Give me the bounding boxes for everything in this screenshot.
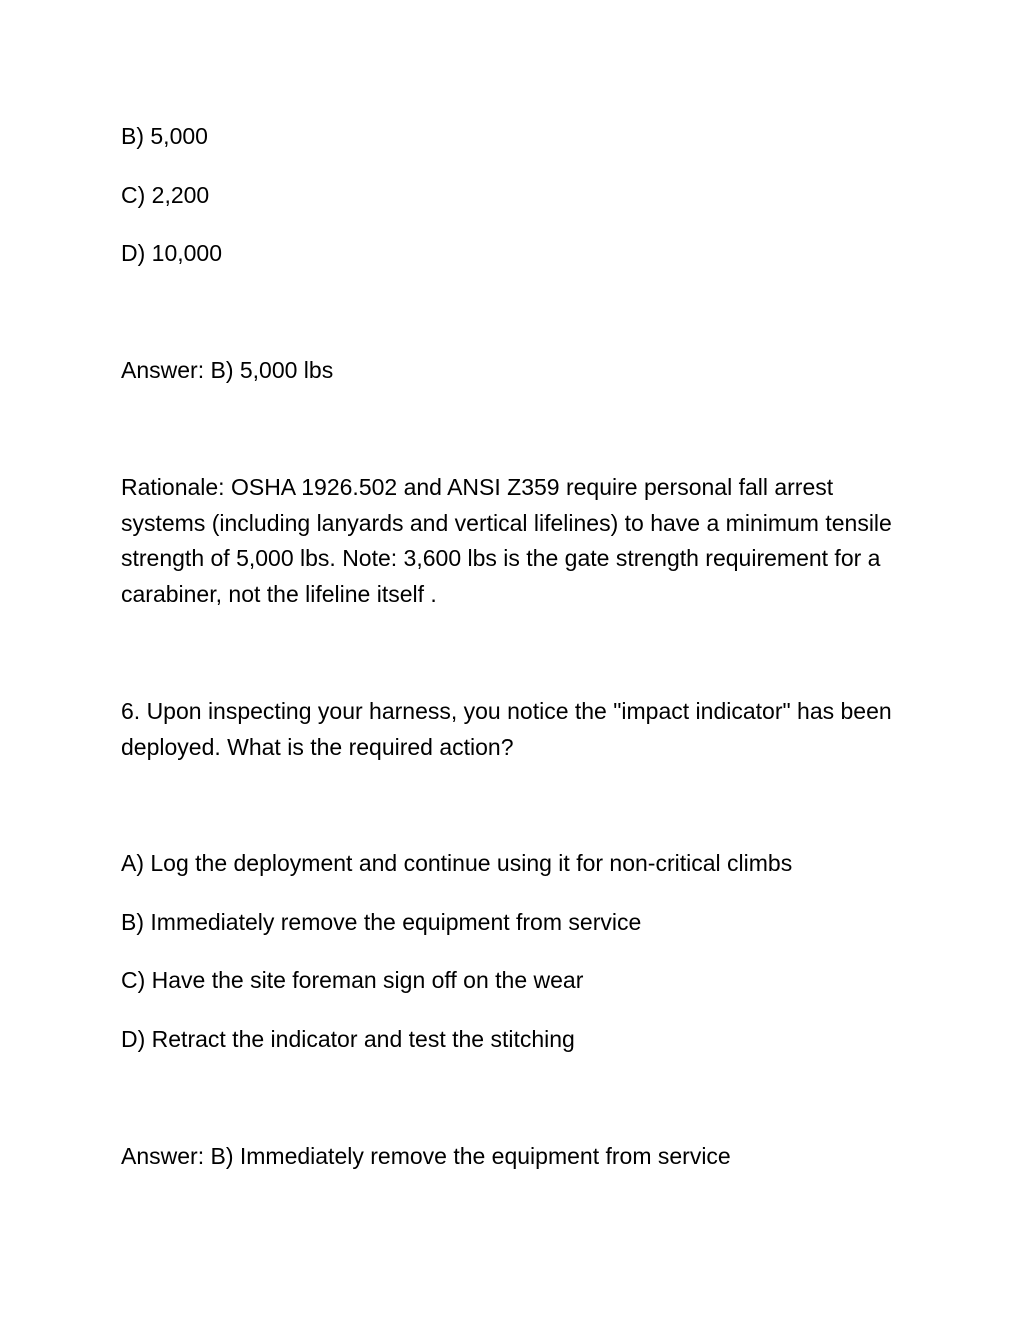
q6-prompt: 6. Upon inspecting your harness, you notice the "impact indicator" has been deployed. What is the required action? <box>121 698 892 760</box>
q6-option-a: A) Log the deployment and continue using it for non-critical climbs <box>121 850 793 876</box>
q5-option-d: D) 10,000 <box>121 240 223 266</box>
q5-option-c: C) 2,200 <box>121 182 210 208</box>
q5-answer: Answer: B) 5,000 lbs <box>121 357 334 383</box>
q6-answer: Answer: B) Immediately remove the equipment from service <box>121 1143 731 1169</box>
q6-option-b: B) Immediately remove the equipment from service <box>121 909 642 935</box>
q5-option-b: B) 5,000 <box>121 123 208 149</box>
q6-option-c: C) Have the site foreman sign off on the wear <box>121 967 584 993</box>
q6-option-d: D) Retract the indicator and test the stitching <box>121 1026 575 1052</box>
q5-rationale: Rationale: OSHA 1926.502 and ANSI Z359 require personal fall arrest systems (including lanyards and vertical lifelines) to have a minimum tensile strength of 5,000 lbs. Note: 3,600 lbs is the gate strength requirement for a carabiner, not the lifeline itself . <box>121 474 892 607</box>
